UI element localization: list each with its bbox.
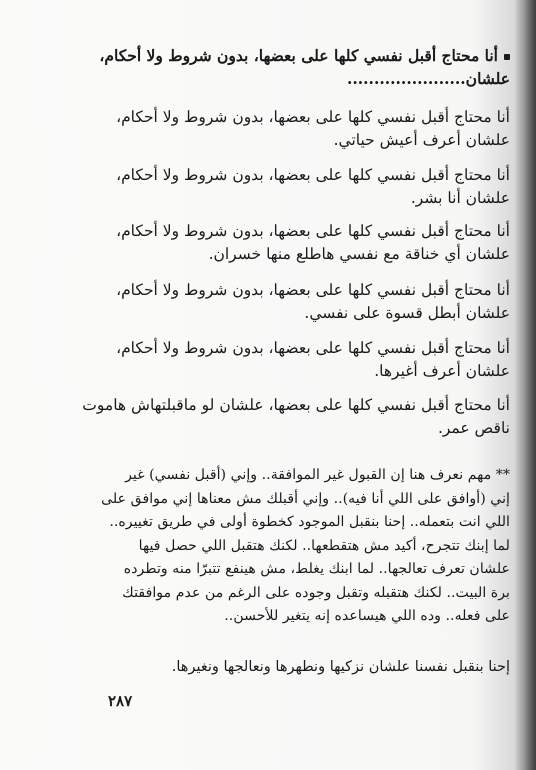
footnote-line: ** مهم نعرف هنا إن القبول غير الموافقة.. وإني (أقبل نفسي) غير <box>125 467 510 483</box>
paragraph-text: أنا محتاج أقبل نفسي كلها على بعضها، بدون شروط ولا أحكام، <box>99 46 498 65</box>
paragraph-line: علشان...................... <box>346 69 510 88</box>
footnote-line: برة البيت.. لكنك هتقبله وتقبل وجوده على الرغم من عدم موافقتك <box>122 584 510 601</box>
paragraph-6 <box>58 337 510 383</box>
paragraph-line: أنا محتاج أقبل نفسي كلها على بعضها، بدون شروط ولا أحكام، <box>116 222 510 240</box>
paragraph-line: أنا محتاج أقبل نفسي كلها على بعضها، بدون شروط ولا أحكام، <box>116 339 510 357</box>
paragraph-7 <box>58 394 510 440</box>
paragraph-3 <box>58 164 510 210</box>
paragraph-2 <box>58 106 510 152</box>
paragraph-4 <box>58 220 510 266</box>
paragraph-line: أنا محتاج أقبل نفسي كلها على بعضها، بدون شروط ولا أحكام، <box>116 166 510 184</box>
paragraph-line: أنا محتاج أقبل نفسي كلها على بعضها، علشان لو ماقبلتهاش هاموت <box>82 396 510 414</box>
paragraph-line: علشان أعرف أغيرها. <box>374 362 510 380</box>
paragraph-line: علشان أنا بشر. <box>410 189 510 207</box>
paragraph-1 <box>58 44 510 90</box>
binding-shadow <box>514 0 536 770</box>
footnote <box>58 464 510 629</box>
paragraph-line: ناقص عمر. <box>437 419 510 437</box>
footnote-line: لما إبنك تتجرح، أكيد مش هتقطعها.. لكنك هتقبل اللي حصل فيها <box>138 537 510 554</box>
paragraph-line: علشان أبطل قسوة على نفسي. <box>304 304 510 322</box>
paragraph-line: علشان أعرف أعيش حياتي. <box>333 131 510 149</box>
footnote-line: اللي انت بتعمله.. إحنا بنقبل الموجود كخطوة أولى في طريق تغييره.. <box>109 514 510 530</box>
paragraph-line: أنا محتاج أقبل نفسي كلها على بعضها، بدون شروط ولا أحكام، <box>116 281 510 299</box>
paragraph-line: علشان أي خناقة مع نفسي هاطلع منها خسران. <box>208 245 510 263</box>
bullet-icon <box>504 54 510 60</box>
paragraph-5 <box>58 279 510 325</box>
footnote-line: إني (أوافق على اللي أنا فيه).. وإني أقبلك مش معناها إني موافق على <box>101 490 510 507</box>
page-number: ٢٨٧ <box>108 692 133 710</box>
footnote-line: علشان تعرف تعالجها.. لما ابنك يغلط، مش هينفع تتبرّا منه وتطرده <box>123 561 510 577</box>
paragraph-line: أنا محتاج أقبل نفسي كلها على بعضها، بدون شروط ولا أحكام، <box>116 108 510 126</box>
closing-sentence: إحنا بنقبل نفسنا علشان نزكيها ونطهرها ونعالجها ونغيرها. <box>171 659 510 675</box>
footnote-line: على فعله.. وده اللي هيساعده إنه يتغير للأحسن.. <box>224 608 510 624</box>
paragraph-line <box>58 44 510 67</box>
